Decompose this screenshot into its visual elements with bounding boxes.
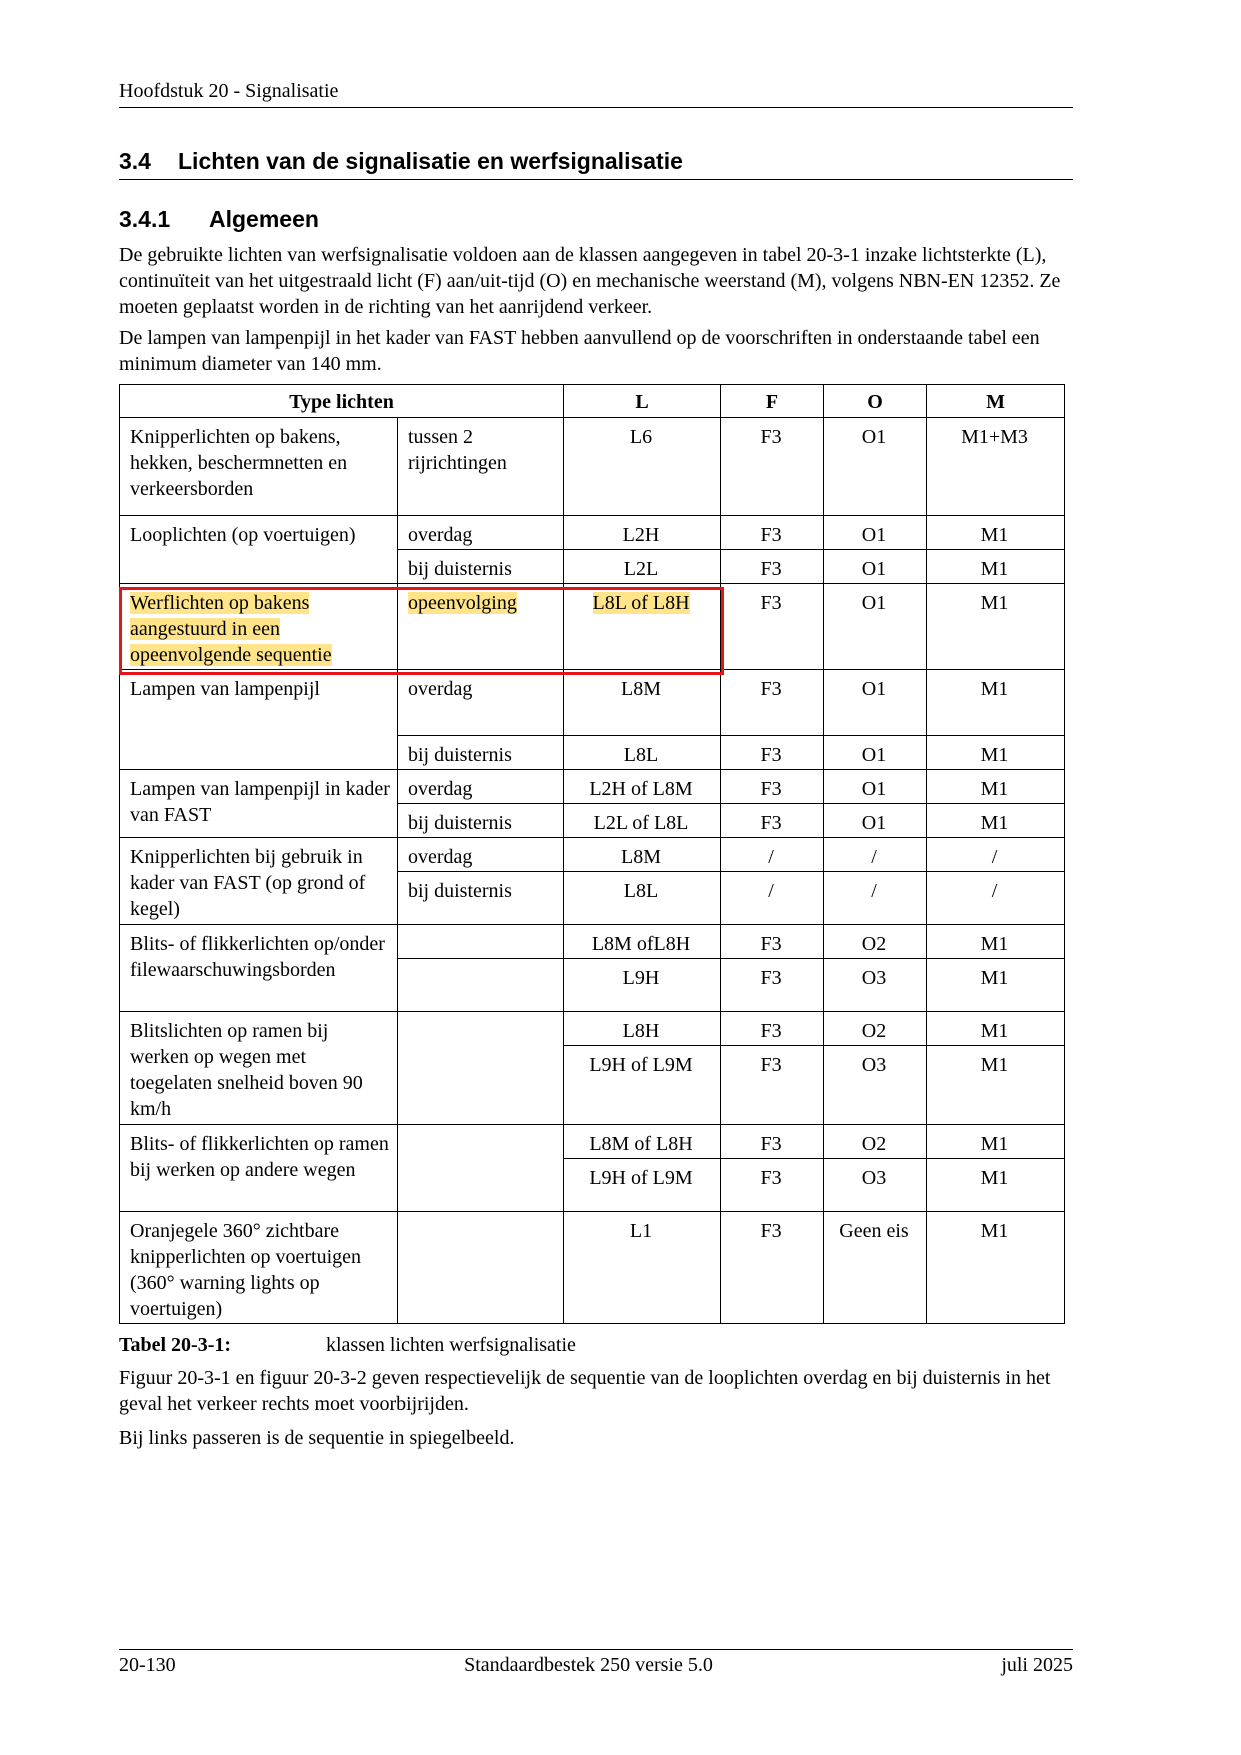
table-row bbox=[120, 1125, 1065, 1159]
m-cell: M1 bbox=[927, 804, 1065, 838]
paragraph-mirror: Bij links passeren is de sequentie in spiegelbeeld. bbox=[119, 1427, 515, 1449]
o-cell: O1 bbox=[824, 804, 927, 838]
m-cell: / bbox=[927, 872, 1065, 925]
o-cell: O1 bbox=[824, 770, 927, 804]
l-cell: L8M bbox=[564, 670, 721, 736]
table-row bbox=[120, 770, 1065, 804]
o-cell: O3 bbox=[824, 1159, 927, 1212]
l-cell: L2H of L8M bbox=[564, 770, 721, 804]
paragraph-intro: De gebruikte lichten van werfsignalisatie voldoen aan de klassen aangegeven in tabel 20-3-1 inzake lichtsterkte (L), continuïteit van het uitgestraald licht (F) aan/uit-tijd (O) en mechanische weerstand (M), volgens NBN-EN 12352. Ze moeten geplaatst worden in de richting van het aanrijdend verkeer. bbox=[119, 244, 1061, 318]
f-cell: / bbox=[721, 872, 824, 925]
f-cell: F3 bbox=[721, 1012, 824, 1046]
highlight-condition: opeenvolging bbox=[408, 592, 517, 614]
l-cell: L9H of L9M bbox=[564, 1046, 721, 1125]
condition-cell bbox=[398, 925, 564, 959]
o-cell: O1 bbox=[824, 516, 927, 550]
type-cell: Oranjegele 360° zichtbare knipperlichten op voertuigen (360° warning lights op voertuigen) bbox=[120, 1212, 398, 1324]
l-cell: L1 bbox=[564, 1212, 721, 1324]
type-cell: Looplichten (op voertuigen) bbox=[120, 516, 398, 584]
m-cell: M1 bbox=[927, 925, 1065, 959]
condition-cell: overdag bbox=[398, 670, 564, 736]
o-cell: O1 bbox=[824, 418, 927, 516]
type-cell: Blits- of flikkerlichten op/onder filewaarschuwingsborden bbox=[120, 925, 398, 1012]
l-cell: L9H bbox=[564, 959, 721, 1012]
o-cell: O2 bbox=[824, 1125, 927, 1159]
table-row bbox=[120, 670, 1065, 736]
o-cell: O1 bbox=[824, 550, 927, 584]
o-cell: / bbox=[824, 838, 927, 872]
type-cell: Knipperlichten bij gebruik in kader van FAST (op grond of kegel) bbox=[120, 838, 398, 925]
highlight-l: L8L of L8H bbox=[592, 592, 690, 614]
m-cell: M1 bbox=[927, 770, 1065, 804]
subsection-heading bbox=[119, 206, 319, 233]
m-cell: M1+M3 bbox=[927, 418, 1065, 516]
condition-cell bbox=[398, 959, 564, 1012]
m-cell: M1 bbox=[927, 736, 1065, 770]
f-cell: F3 bbox=[721, 1125, 824, 1159]
l-cell: L6 bbox=[564, 418, 721, 516]
section-title: Lichten van de signalisatie en werfsignalisatie bbox=[178, 148, 683, 174]
m-cell: / bbox=[927, 838, 1065, 872]
m-cell: M1 bbox=[927, 1159, 1065, 1212]
paragraph-fast: De lampen van lampenpijl in het kader van FAST hebben aanvullend op de voorschriften in onderstaande tabel een minimum diameter van 140 mm. bbox=[119, 327, 1040, 375]
o-cell: / bbox=[824, 872, 927, 925]
table-caption bbox=[119, 1334, 576, 1357]
l-cell: L8L bbox=[564, 872, 721, 925]
highlight-type: Werflichten op bakens aangestuurd in een opeenvolgende sequentie bbox=[130, 592, 332, 666]
condition-cell: tussen 2 rijrichtingen bbox=[398, 418, 564, 516]
f-cell: / bbox=[721, 838, 824, 872]
table-row bbox=[120, 838, 1065, 872]
type-cell: Blitslichten op ramen bij werken op wegen met toegelaten snelheid boven 90 km/h bbox=[120, 1012, 398, 1125]
caption-label: Tabel 20-3-1: bbox=[119, 1334, 232, 1356]
m-cell: M1 bbox=[927, 550, 1065, 584]
caption-text: klassen lichten werfsignalisatie bbox=[326, 1334, 576, 1356]
f-cell: F3 bbox=[721, 550, 824, 584]
subsection-title: Algemeen bbox=[209, 206, 319, 232]
condition-cell bbox=[398, 1012, 564, 1125]
f-cell: F3 bbox=[721, 1212, 824, 1324]
m-cell: M1 bbox=[927, 959, 1065, 1012]
lights-table bbox=[119, 384, 1065, 1324]
m-cell: M1 bbox=[927, 1046, 1065, 1125]
condition-cell: bij duisternis bbox=[398, 550, 564, 584]
footer-document-title: Standaardbestek 250 versie 5.0 bbox=[464, 1654, 713, 1676]
table-row bbox=[120, 1212, 1065, 1324]
m-cell: M1 bbox=[927, 1125, 1065, 1159]
f-cell: F3 bbox=[721, 1046, 824, 1125]
header-l: L bbox=[564, 385, 721, 418]
header-f: F bbox=[721, 385, 824, 418]
l-cell: L8L bbox=[564, 736, 721, 770]
section-number: 3.4 bbox=[119, 148, 151, 174]
page-header: Hoofdstuk 20 - Signalisatie bbox=[119, 80, 1073, 108]
table-header-row bbox=[120, 385, 1065, 418]
l-cell: L8M bbox=[564, 838, 721, 872]
highlight-frame bbox=[119, 587, 724, 675]
condition-cell: overdag bbox=[398, 770, 564, 804]
header-type: Type lichten bbox=[120, 385, 564, 418]
m-cell: M1 bbox=[927, 584, 1065, 670]
m-cell: M1 bbox=[927, 1212, 1065, 1324]
footer-page-number: 20-130 bbox=[119, 1654, 176, 1676]
condition-cell bbox=[398, 1125, 564, 1212]
l-cell: L9H of L9M bbox=[564, 1159, 721, 1212]
f-cell: F3 bbox=[721, 736, 824, 770]
f-cell: F3 bbox=[721, 418, 824, 516]
f-cell: F3 bbox=[721, 804, 824, 838]
table-row bbox=[120, 418, 1065, 516]
table-row bbox=[120, 925, 1065, 959]
f-cell: F3 bbox=[721, 925, 824, 959]
o-cell: Geen eis bbox=[824, 1212, 927, 1324]
m-cell: M1 bbox=[927, 670, 1065, 736]
condition-cell: bij duisternis bbox=[398, 736, 564, 770]
table-row bbox=[120, 516, 1065, 550]
condition-cell: overdag bbox=[398, 516, 564, 550]
o-cell: O2 bbox=[824, 925, 927, 959]
o-cell: O1 bbox=[824, 670, 927, 736]
l-cell: L2H bbox=[564, 516, 721, 550]
f-cell: F3 bbox=[721, 516, 824, 550]
m-cell: M1 bbox=[927, 1012, 1065, 1046]
type-cell: Lampen van lampenpijl bbox=[120, 670, 398, 770]
m-cell: M1 bbox=[927, 516, 1065, 550]
o-cell: O1 bbox=[824, 736, 927, 770]
section-heading bbox=[119, 148, 1073, 180]
paragraph-figures: Figuur 20-3-1 en figuur 20-3-2 geven respectievelijk de sequentie van de looplichten overdag en bij duisternis in het geval het verkeer rechts moet voorbijrijden. bbox=[119, 1367, 1051, 1415]
l-cell: L8H bbox=[564, 1012, 721, 1046]
l-cell: L8M of L8H bbox=[564, 1125, 721, 1159]
l-cell: L2L of L8L bbox=[564, 804, 721, 838]
page-footer bbox=[119, 1649, 1073, 1677]
o-cell: O2 bbox=[824, 1012, 927, 1046]
subsection-number: 3.4.1 bbox=[119, 206, 171, 232]
header-m: M bbox=[927, 385, 1065, 418]
condition-cell bbox=[398, 1212, 564, 1324]
header-o: O bbox=[824, 385, 927, 418]
o-cell: O1 bbox=[824, 584, 927, 670]
condition-cell: bij duisternis bbox=[398, 872, 564, 925]
footer-date: juli 2025 bbox=[1001, 1654, 1073, 1676]
o-cell: O3 bbox=[824, 1046, 927, 1125]
type-cell: Blits- of flikkerlichten op ramen bij werken op andere wegen bbox=[120, 1125, 398, 1212]
type-cell: Lampen van lampenpijl in kader van FAST bbox=[120, 770, 398, 838]
o-cell: O3 bbox=[824, 959, 927, 1012]
type-cell: Knipperlichten op bakens, hekken, beschermnetten en verkeersborden bbox=[120, 418, 398, 516]
f-cell: F3 bbox=[721, 770, 824, 804]
condition-cell: overdag bbox=[398, 838, 564, 872]
f-cell: F3 bbox=[721, 959, 824, 1012]
f-cell: F3 bbox=[721, 584, 824, 670]
f-cell: F3 bbox=[721, 670, 824, 736]
l-cell: L2L bbox=[564, 550, 721, 584]
l-cell: L8M ofL8H bbox=[564, 925, 721, 959]
table-row bbox=[120, 1012, 1065, 1046]
f-cell: F3 bbox=[721, 1159, 824, 1212]
condition-cell: bij duisternis bbox=[398, 804, 564, 838]
